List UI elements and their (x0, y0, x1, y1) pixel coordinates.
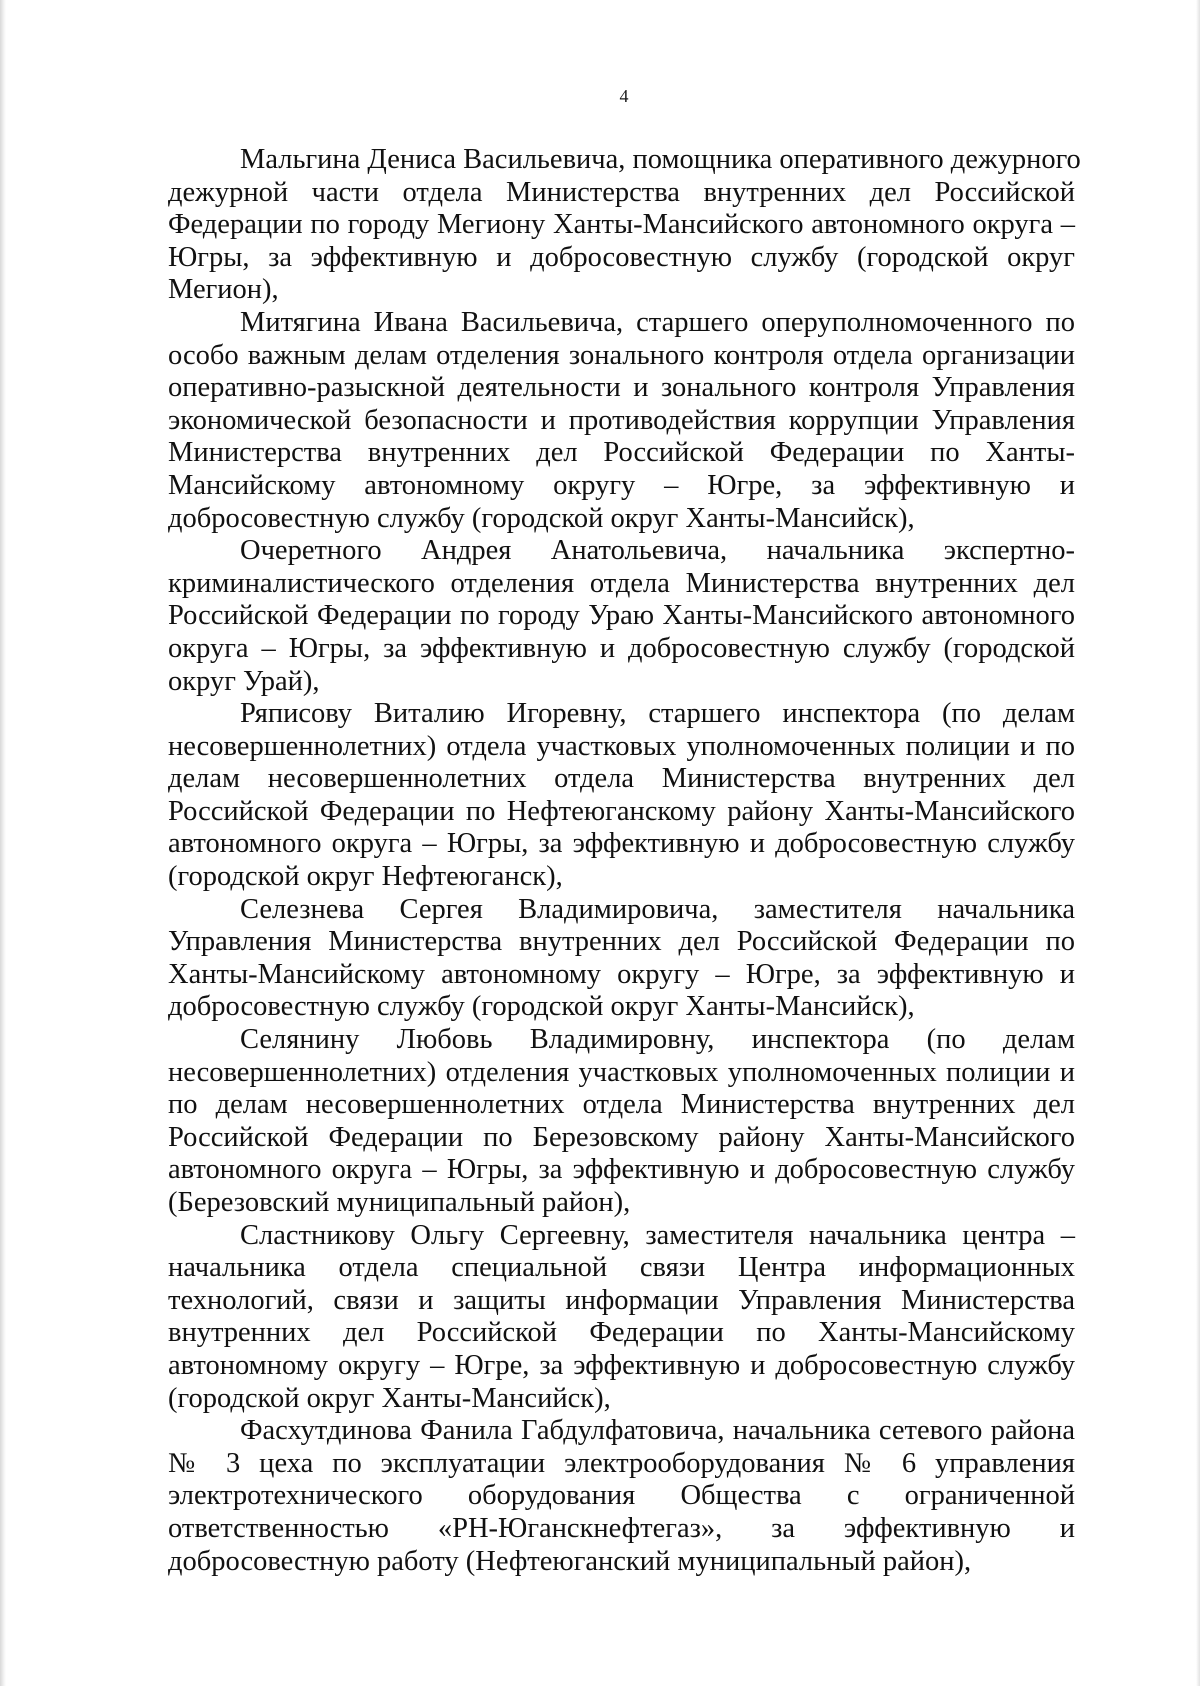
text-line: добросовестную работу (Нефтеюганский муниципальный район), (168, 1545, 972, 1577)
scan-edge-right (1196, 0, 1200, 1686)
text-line: дежурной части отдела Министерства внутренних дел Российской (168, 176, 1075, 208)
text-line: (городской округ Ханты-Мансийск), (168, 1382, 611, 1414)
text-line: Российской Федерации по Нефтеюганскому району Ханты-Мансийского (168, 795, 1075, 827)
text-line: автономному округу – Югре, за эффективную и добросовестную службу (168, 1349, 1075, 1381)
text-line: Министерства внутренних дел Российской Федерации по Ханты- (168, 437, 1075, 469)
text-line: Селянину Любовь Владимировну, инспектора (по делам (240, 1024, 1075, 1056)
text-line: добросовестную службу (городской округ Ханты-Мансийск), (168, 991, 915, 1023)
text-line: Ханты-Мансийскому автономному округу – Югре, за эффективную и (168, 958, 1075, 990)
text-line: автономного округа – Югры, за эффективную и добросовестную службу (168, 828, 1075, 860)
text-line: Управления Министерства внутренних дел Российской Федерации по (168, 926, 1075, 958)
text-line: внутренних дел Российской Федерации по Ханты-Мансийскому (168, 1317, 1075, 1349)
text-line: начальника отдела специальной связи Центра информационных (168, 1252, 1075, 1284)
page-number: 4 (619, 86, 629, 106)
text-line: Ряписову Виталию Игоревну, старшего инспектора (по делам (240, 698, 1075, 730)
text-line: экономической безопасности и противодействия коррупции Управления (168, 404, 1075, 436)
text-line: ответственностью «РН-Юганскнефтегаз», за эффективную и (168, 1512, 1075, 1544)
text-line: несовершеннолетних) отдела участковых уполномоченных полиции и по (168, 730, 1075, 762)
paragraph (168, 1415, 1075, 1578)
text-line: Мегион), (168, 274, 279, 306)
text-line: Очеретного Андрея Анатольевича, начальника экспертно- (240, 535, 1075, 567)
text-line: Селезнева Сергея Владимировича, заместителя начальника (240, 893, 1075, 925)
document-body (168, 144, 1081, 1578)
text-line: оперативно-разыскной деятельности и зонального контроля Управления (168, 372, 1075, 404)
paragraph (168, 1024, 1075, 1220)
paragraph (168, 698, 1075, 894)
text-line: Федерации по городу Мегиону Ханты-Мансийского автономного округа – (168, 209, 1075, 241)
paragraph (168, 144, 1081, 307)
text-line: Российской Федерации по Березовскому району Ханты-Мансийского (168, 1121, 1075, 1153)
text-line: № 3 цеха по эксплуатации электрооборудования № 6 управления (168, 1447, 1075, 1479)
text-line: особо важным делам отделения зонального контроля отдела организации (168, 339, 1075, 371)
text-line: (городской округ Нефтеюганск), (168, 861, 563, 893)
paragraph (168, 535, 1075, 698)
text-line: криминалистического отделения отдела Министерства внутренних дел (168, 567, 1075, 599)
text-line: Югры, за эффективную и добросовестную службу (городской округ (168, 241, 1075, 273)
scan-edge-left (0, 0, 6, 1686)
text-line: Мансийскому автономному округу – Югре, за эффективную и (168, 469, 1075, 501)
text-line: Сластникову Ольгу Сергеевну, заместителя начальника центра – (240, 1219, 1075, 1251)
paragraph (168, 894, 1075, 1024)
text-line: делам несовершеннолетних отдела Министерства внутренних дел (168, 763, 1075, 795)
text-line: по делам несовершеннолетних отдела Министерства внутренних дел (168, 1089, 1075, 1121)
text-line: Митягина Ивана Васильевича, старшего оперуполномоченного по (240, 306, 1075, 338)
text-line: электротехнического оборудования Общества с ограниченной (168, 1480, 1075, 1512)
text-line: технологий, связи и защиты информации Управления Министерства (168, 1284, 1075, 1316)
text-line: автономного округа – Югры, за эффективную и добросовестную службу (168, 1154, 1075, 1186)
text-line: округ Урай), (168, 665, 320, 697)
text-line: Фасхутдинова Фанила Габдулфатовича, начальника сетевого района (240, 1415, 1075, 1447)
paragraph (168, 307, 1075, 535)
text-line: добросовестную службу (городской округ Ханты-Мансийск), (168, 502, 915, 534)
text-line: несовершеннолетних) отделения участковых уполномоченных полиции и (168, 1056, 1075, 1088)
text-line: округа – Югры, за эффективную и добросовестную службу (городской (168, 632, 1075, 664)
text-line: (Березовский муниципальный район), (168, 1187, 631, 1218)
text-line: Мальгина Дениса Васильевича, помощника оперативного дежурного (240, 144, 1081, 175)
text-line: Российской Федерации по городу Ураю Ханты-Мансийского автономного (168, 600, 1075, 632)
paragraph (168, 1220, 1075, 1416)
